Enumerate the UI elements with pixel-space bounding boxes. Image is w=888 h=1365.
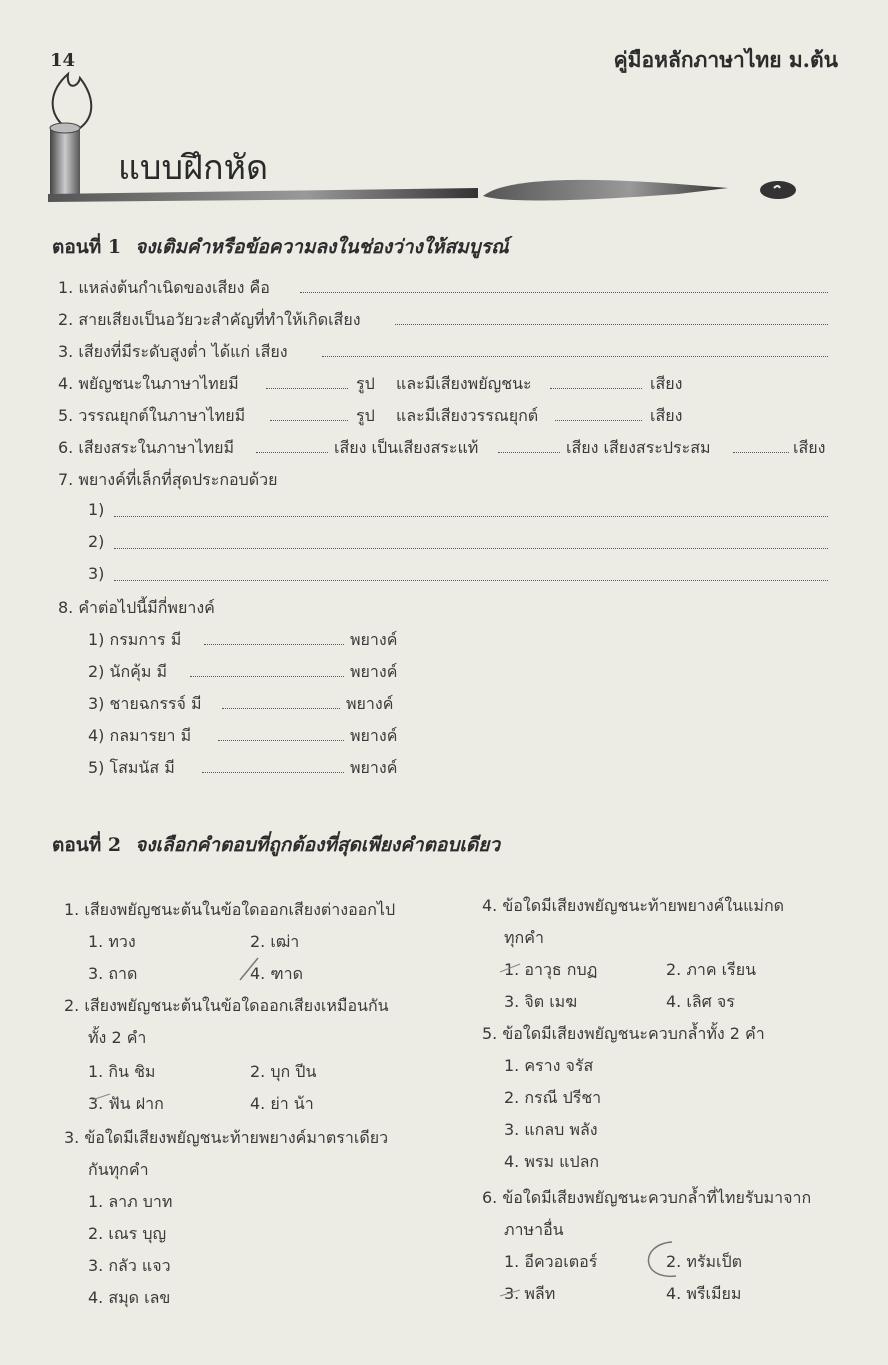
p2-q4-opt[interactable]: 4. เลิศ จร: [666, 992, 735, 1011]
p2-q5: 5. ข้อใดมีเสียงพยัญชนะควบกล้ำทั้ง 2 คำ: [482, 1024, 765, 1043]
part1-heading: ตอนที่ 1: [52, 236, 122, 258]
p1-q5-a: 5. วรรณยุกต์ในภาษาไทยมี: [58, 406, 246, 425]
p2-q4: 4. ข้อใดมีเสียงพยัญชนะท้ายพยางค์ในแม่กด: [482, 896, 785, 915]
part2-instruction: จงเลือกคำตอบที่ถูกต้องที่สุดเพียงคำตอบเดียว: [135, 834, 501, 856]
p2-q5-opt[interactable]: 4. พรม แปลก: [504, 1152, 600, 1171]
p2-q5-opt[interactable]: 1. คราง จรัส: [504, 1056, 594, 1075]
p2-q5-opt[interactable]: 2. กรณี ปรีชา: [504, 1088, 602, 1107]
p1-q8-item: 4) กลมารยา มี: [88, 726, 192, 745]
p2-q3-opt[interactable]: 4. สมุด เลข: [88, 1288, 171, 1307]
p1-q5-c: และมีเสียงวรรณยุกต์: [396, 406, 539, 425]
p2-q3-opt[interactable]: 3. กลัว แจว: [88, 1256, 171, 1275]
p2-q6: 6. ข้อใดมีเสียงพยัญชนะควบกล้ำที่ไทยรับมาจาก: [482, 1188, 812, 1207]
p1-q7-item: 1): [88, 500, 105, 519]
p1-q8-item: 3) ชายฉกรรจ์ มี: [88, 694, 202, 713]
p2-q1-opt[interactable]: 1. ทวง: [88, 932, 136, 951]
p2-q3-cont: กันทุกคำ: [88, 1160, 149, 1179]
p2-q6-opt[interactable]: 2. ทรัมเป็ต: [666, 1252, 743, 1271]
p2-q1: 1. เสียงพยัญชนะต้นในข้อใดออกเสียงต่างออกไป: [64, 900, 396, 919]
p1-q7-item: 3): [88, 564, 105, 583]
p1-q8-item: 1) กรมการ มี: [88, 630, 182, 649]
p2-q6-opt[interactable]: 3. พลีท: [504, 1284, 556, 1303]
p1-q8-unit: พยางค์: [350, 726, 398, 745]
p2-q5-opt[interactable]: 3. แกลบ พลัง: [504, 1120, 598, 1139]
p2-q2-opt[interactable]: 1. กิน ชิม: [88, 1062, 156, 1081]
p2-q2-cont: ทั้ง 2 คำ: [88, 1028, 147, 1047]
p2-q6-opt[interactable]: 4. พรีเมียม: [666, 1284, 742, 1303]
p2-q3-opt[interactable]: 2. เณร บุญ: [88, 1224, 167, 1243]
p2-q4-opt[interactable]: 1. อาวุธ กบฏ: [504, 960, 598, 979]
p2-q2-opt[interactable]: 3. ฟัน ฝาก: [88, 1094, 164, 1113]
p1-q5-b: รูป: [356, 406, 375, 425]
p2-q6-opt[interactable]: 1. อีควอเตอร์: [504, 1252, 598, 1271]
part1-instruction: จงเติมคำหรือข้อความลงในช่องว่างให้สมบูรณ์: [135, 236, 509, 258]
p2-q3-opt[interactable]: 1. ลาภ บาท: [88, 1192, 173, 1211]
p2-q4-cont: ทุกคำ: [504, 928, 544, 947]
page-number: 14: [50, 50, 76, 71]
p1-q6-b: เสียง เป็นเสียงสระแท้: [334, 438, 479, 457]
exercise-title: แบบฝึกหัด: [118, 148, 269, 188]
p1-q8-unit: พยางค์: [346, 694, 394, 713]
p2-q3: 3. ข้อใดมีเสียงพยัญชนะท้ายพยางค์มาตราเดียว: [64, 1128, 389, 1147]
p1-q6-a: 6. เสียงสระในภาษาไทยมี: [58, 438, 235, 457]
part2-heading: ตอนที่ 2: [52, 834, 122, 856]
p2-q2-opt[interactable]: 4. ย่า น้า: [250, 1094, 314, 1113]
p2-q1-opt[interactable]: 4. ฑาด: [250, 964, 304, 983]
p1-q8-item: 5) โสมนัส มี: [88, 758, 175, 777]
p1-q5-d: เสียง: [650, 406, 683, 425]
p1-q6-c: เสียง เสียงสระประสม: [566, 438, 711, 457]
p1-q6-d: เสียง: [793, 438, 826, 457]
p2-q2: 2. เสียงพยัญชนะต้นในข้อใดออกเสียงเหมือนกัน: [64, 996, 389, 1015]
p1-q8: 8. คำต่อไปนี้มีกี่พยางค์: [58, 598, 215, 617]
p1-q8-unit: พยางค์: [350, 630, 398, 649]
p2-q6-cont: ภาษาอื่น: [504, 1220, 564, 1239]
p1-q3: 3. เสียงที่มีระดับสูงต่ำ ได้แก่ เสียง: [58, 342, 288, 361]
p1-q4-c: และมีเสียงพยัญชนะ: [396, 374, 532, 393]
p2-q4-opt[interactable]: 3. จิต เมฆ: [504, 992, 578, 1011]
p1-q4-a: 4. พยัญชนะในภาษาไทยมี: [58, 374, 239, 393]
p2-q1-opt[interactable]: 3. ถาด: [88, 964, 138, 983]
p2-q1-opt[interactable]: 2. เฒ่า: [250, 932, 300, 951]
p2-q4-opt[interactable]: 2. ภาค เรียน: [666, 960, 757, 979]
p2-q2-opt[interactable]: 2. บุก ปีน: [250, 1062, 317, 1081]
p1-q7-item: 2): [88, 532, 105, 551]
p1-q4-b: รูป: [356, 374, 375, 393]
p1-q1: 1. แหล่งต้นกำเนิดของเสียง คือ: [58, 278, 270, 297]
p1-q7: 7. พยางค์ที่เล็กที่สุดประกอบด้วย: [58, 470, 278, 489]
book-title: คู่มือหลักภาษาไทย ม.ต้น: [613, 47, 838, 72]
p1-q2: 2. สายเสียงเป็นอวัยวะสำคัญที่ทำให้เกิดเสียง: [58, 310, 361, 329]
p1-q8-unit: พยางค์: [350, 758, 398, 777]
p1-q4-d: เสียง: [650, 374, 683, 393]
p1-q8-item: 2) นักคุ้ม มี: [88, 662, 168, 681]
p1-q8-unit: พยางค์: [350, 662, 398, 681]
